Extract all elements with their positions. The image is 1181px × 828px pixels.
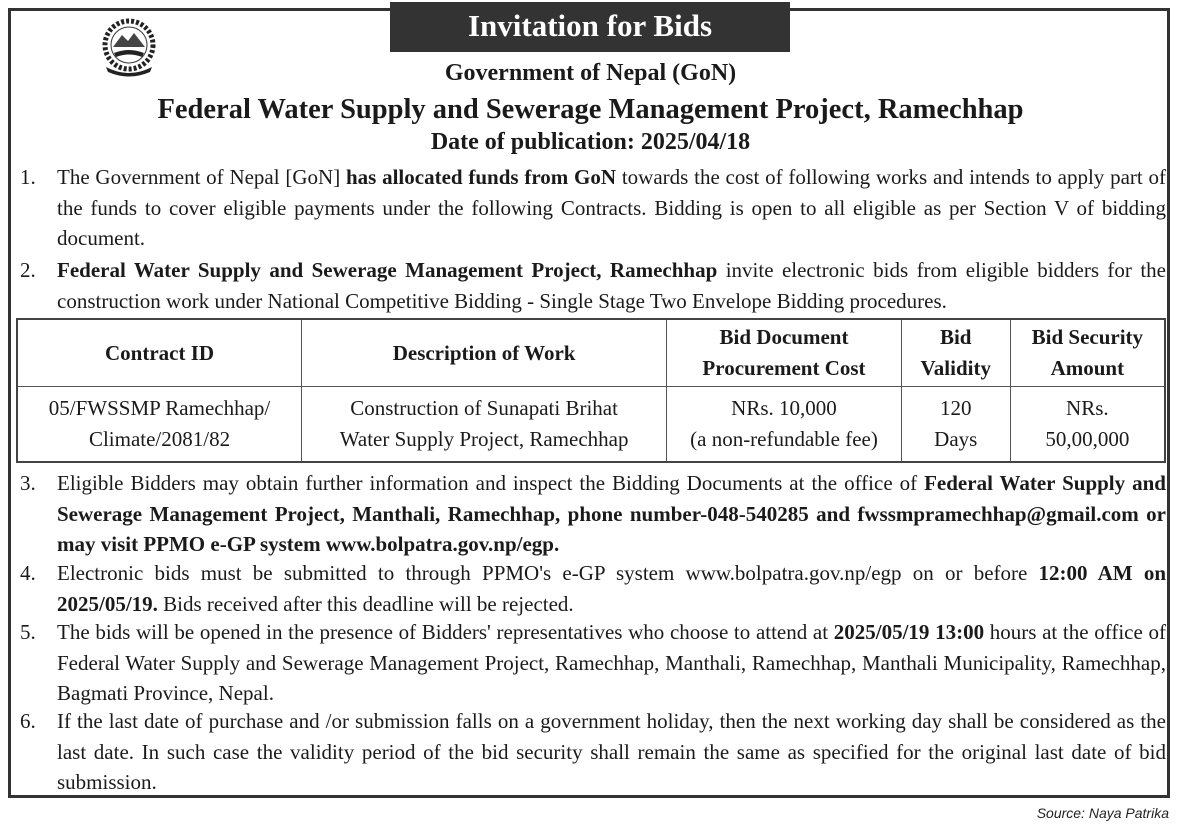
clause-3	[20, 468, 1166, 560]
clause-1	[20, 162, 1166, 254]
clause-text-bold: has allocated funds from GoN	[345, 165, 617, 189]
clause-text-bold: Federal Water Supply and Sewerage Management Project, Manthali, Ramechhap, phone number-048-540285 and fwssmpramechhap@gmail.com or may visit PPMO e-GP system www.bolpatra.gov.np/egp.	[57, 471, 1166, 556]
clause-text: The bids will be opened in the presence of Bidders' representatives who choose to attend at	[57, 620, 834, 644]
col-bid-security: Bid Security Amount	[1010, 319, 1165, 387]
col-procurement-cost: Bid Document Procurement Cost	[667, 319, 902, 387]
col-bid-validity: Bid Validity	[901, 319, 1010, 387]
clause-text: invite electronic bids from eligible bidders for the construction work under National Competitive Bidding - Single Stage Two Envelope Bidding procedures.	[57, 258, 1166, 313]
clause-number: 3.	[20, 471, 36, 495]
clause-text: The Government of Nepal [GoN]	[57, 165, 346, 189]
cell-contract-id: 05/FWSSMP Ramechhap/ Climate/2081/82	[17, 387, 302, 463]
notice-title: Invitation for Bids	[390, 2, 790, 52]
col-contract-id: Contract ID	[17, 319, 302, 387]
clause-2	[20, 255, 1166, 316]
project-heading: Federal Water Supply and Sewerage Management Project, Ramechhap	[157, 94, 1024, 125]
clause-text: Eligible Bidders may obtain further information and inspect the Bidding Documents at the office of	[57, 471, 925, 495]
clause-text: Bids received after this deadline will be rejected.	[157, 591, 574, 616]
clause-number: 4.	[20, 561, 36, 585]
clause-5	[20, 617, 1166, 709]
clause-4	[20, 558, 1166, 619]
clause-6	[20, 706, 1166, 798]
clause-text: towards the cost of following works and intends to apply part of the funds to cover eligible payments under the following Contracts. Bidding is open to all eligible as per Section V of bidding document.	[57, 165, 1166, 250]
clause-number: 1.	[20, 165, 36, 189]
clause-text-bold: 2025/05/19 13:00	[833, 620, 985, 644]
clause-text: hours at the office of Federal Water Supply and Sewerage Management Project, Ramechhap, Manthali, Ramechhap, Manthali Municipality, Ramechhap, Bagmati Province, Nepal.	[57, 620, 1166, 705]
publication-date: Date of publication: 2025/04/18	[430, 129, 751, 155]
col-description: Description of Work	[302, 319, 667, 387]
clause-number: 2.	[20, 258, 36, 282]
cell-description: Construction of Sunapati Brihat Water Supply Project, Ramechhap	[302, 387, 667, 463]
clause-number: 6.	[20, 709, 36, 733]
cell-bid-validity: 120 Days	[901, 387, 1010, 463]
cell-procurement-cost: NRs. 10,000 (a non-refundable fee)	[667, 387, 902, 463]
clause-number: 5.	[20, 620, 36, 644]
clause-text: Electronic bids must be submitted to through PPMO's e-GP system www.bolpatra.gov.np/egp on or before	[57, 561, 1039, 585]
source-credit: Source: Naya Patrika	[1036, 805, 1169, 821]
table-row	[17, 387, 1165, 463]
cell-bid-security: NRs. 50,00,000	[1010, 387, 1165, 463]
clause-text: If the last date of purchase and /or submission falls on a government holiday, then the next working day shall be considered as the last date. In such case the validity period of the bid security shall remain the same as specified for the original last date of bid submission.	[57, 709, 1166, 794]
org-heading: Government of Nepal (GoN)	[444, 60, 737, 86]
clause-text-bold: 12:00 AM on 2025/05/19.	[57, 561, 1166, 616]
clause-text-bold: Federal Water Supply and Sewerage Management Project, Ramechhap	[57, 258, 718, 282]
contract-table	[16, 318, 1166, 463]
table-header-row	[17, 319, 1165, 387]
